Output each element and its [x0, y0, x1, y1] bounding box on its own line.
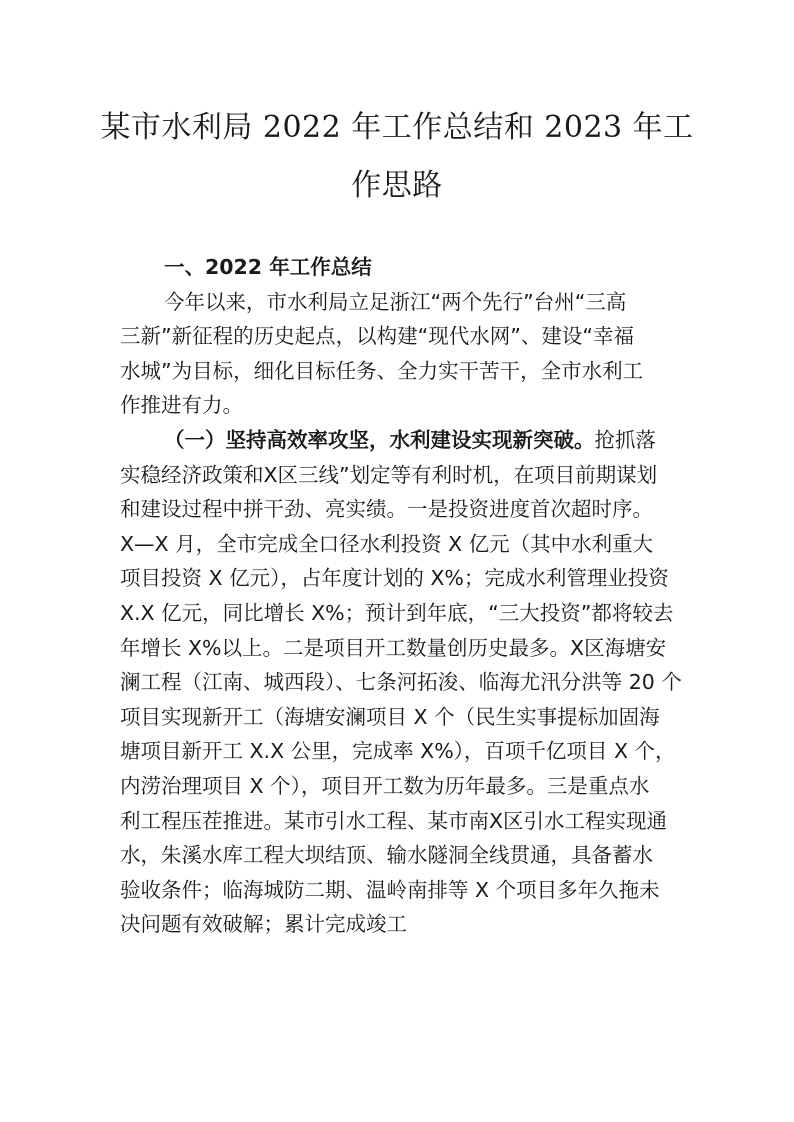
title-line-1: 某市水利局 2022 年工作总结和 2023 年工 — [100, 110, 694, 145]
paragraph-line: 项目投资 X 亿元），占年度计划的 X%；完成水利管理业投资 — [120, 566, 669, 591]
paragraph-line: 内涝治理项目 X 个），项目开工数为历年最多。三是重点水 — [120, 773, 650, 798]
paragraph-line: 水，朱溪水库工程大坝结顶、输水隧洞全线贯通，具备蓄水 — [120, 843, 653, 868]
section-heading: 一、2022 年工作总结 — [164, 255, 372, 279]
paragraph-line: X—X 月，全市完成全口径水利投资 X 亿元（其中水利重大 — [120, 531, 654, 556]
document-body — [120, 250, 682, 942]
paragraph-line: 验收条件；临海城防二期、温岭南排等 X 个项目多年久拖未 — [120, 877, 660, 902]
paragraph-line: 塘项目新开工 X.X 公里，完成率 X%），百项千亿项目 X 个， — [120, 739, 676, 764]
paragraph-text: 抢抓落 — [594, 427, 656, 452]
paragraph-line: 作推进有力。 — [120, 393, 243, 418]
subsection-heading: （一）坚持高效率攻坚，水利建设实现新突破。 — [164, 427, 595, 452]
paragraph-line: 和建设过程中拼干劲、亮实绩。一是投资进度首次超时序。 — [120, 497, 653, 522]
paragraph-line: 三新”新征程的历史起点，以构建“现代水网”、建设“幸福 — [120, 324, 634, 349]
subsection-first-line — [120, 423, 676, 458]
paragraph-line: 项目实现新开工（海塘安澜项目 X 个（民生实事提标加固海 — [120, 704, 660, 729]
paragraph-line: 澜工程（江南、城西段）、七条河拓浚、临海尤汛分洪等 20 个 — [120, 670, 682, 695]
paragraph-line: 年增长 X%以上。二是项目开工数量创历史最多。X区海塘安 — [120, 635, 667, 660]
paragraph-line: 实稳经济政策和X区三线”划定等有利时机，在项目前期谋划 — [120, 462, 658, 487]
title-line-2: 作思路 — [351, 168, 443, 203]
paragraph-line: X.X 亿元，同比增长 X%；预计到年底，“三大投资”都将较去 — [120, 600, 674, 625]
paragraph-line: 决问题有效破解；累计完成竣工 — [120, 912, 407, 937]
paragraph-line: 水城”为目标，细化目标任务、全力实干苦干，全市水利工 — [120, 358, 644, 383]
paragraph-line: 今年以来，市水利局立足浙江“两个先行”台州“三高 — [164, 289, 627, 314]
document-title — [100, 99, 694, 215]
paragraph-line: 利工程压茬推进。某市引水工程、某市南X区引水工程实现通 — [120, 808, 668, 833]
